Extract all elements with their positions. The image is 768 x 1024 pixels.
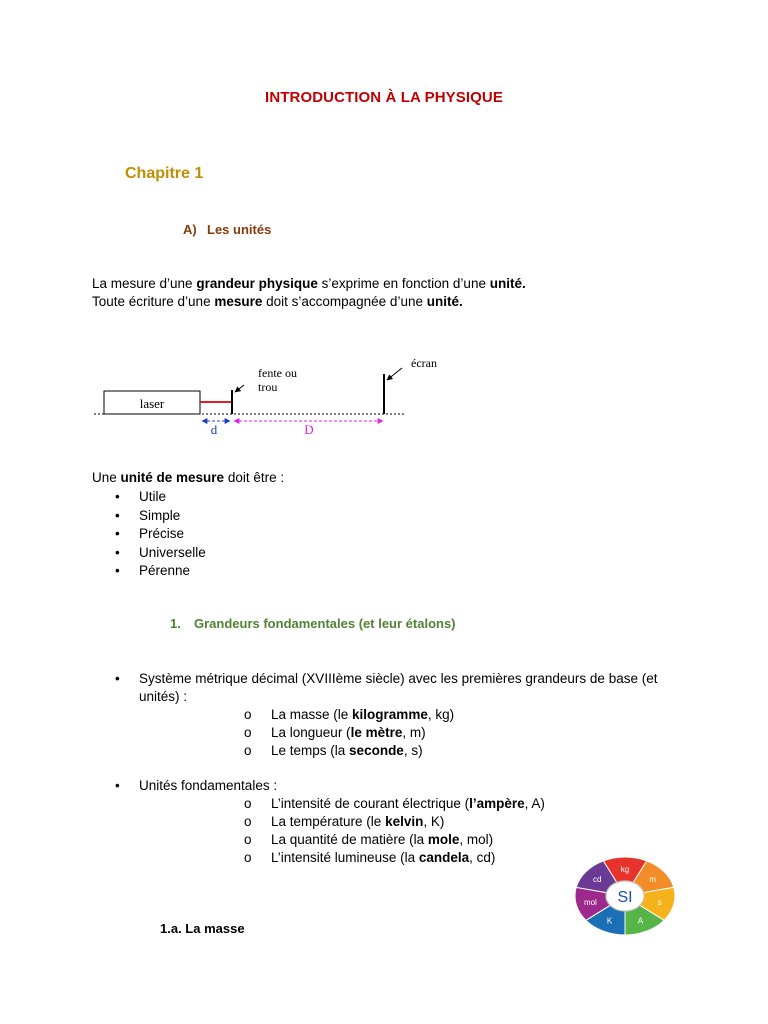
list-item [92,562,206,581]
text-run: , K) [423,814,445,829]
text-run: La quantité de matière (la [271,832,428,847]
si-logo [572,855,678,937]
bold-text: kilogramme [352,707,428,722]
text-run: La température (le [271,814,386,829]
circle-bullet: o [244,743,252,758]
metric-bullet-dot: • [115,671,120,686]
list-item [92,507,206,526]
circle-bullet: o [244,814,252,829]
text-run: Le temps (la [271,743,350,758]
section-1a-heading: 1.a. La masse [160,921,245,936]
intro-line [92,293,526,311]
bold-text: unité. [489,276,526,291]
list-item-text [271,796,545,811]
list-item-text: Utile [139,489,167,504]
list-item-text: Universelle [139,544,206,560]
list-item-text: Précise [139,526,185,542]
slit-pointer [235,385,244,392]
metric-sublist [244,706,454,760]
bold-text: unité. [426,294,463,309]
text-run: , s) [403,743,423,758]
text-run: s’exprime en fonction d’une [317,276,490,291]
chapter-heading: Chapitre 1 [125,165,204,182]
unit-qualities-list [92,488,206,581]
si-segment-label: A [637,916,644,926]
intro-paragraph [92,275,526,311]
list-item-text: Pérenne [139,563,191,579]
text-run: La longueur ( [271,725,351,740]
list-item-text [271,743,423,758]
list-item-text [271,814,444,829]
si-segment-label: mol [583,898,597,908]
text-run: doit être : [224,470,285,485]
bold-text: l’ampère [469,796,525,811]
bold-text: mole [427,832,460,847]
text-run: L’intensité de courant électrique ( [271,796,470,811]
list-item-text [271,850,495,865]
circle-bullet: o [244,725,252,740]
document-title: INTRODUCTION À LA PHYSIQUE [265,89,503,106]
si-segment-label: m [649,875,657,885]
text-run: doit s’accompagnée d’une [262,294,427,309]
list-item-text [271,832,493,847]
metric-bullet-text [139,670,699,706]
laser-label: laser [139,396,165,411]
bold-text: grandeur physique [196,276,318,291]
si-logo-text: SI [617,889,633,906]
metric-line-2: unités) : [139,689,188,704]
bullet-dot: • [115,507,120,523]
text-run: , kg) [427,707,455,722]
text-run: Toute écriture d’une [92,294,215,309]
distance-d-label: d [210,422,218,437]
metric-line-1: Système métrique décimal (XVIIIème siècle) avec les premières grandeurs de base (et [139,671,658,686]
text-run: , A) [524,796,545,811]
bullet-dot: • [115,563,120,579]
list-item [244,742,454,760]
screen-label: écran [411,356,437,370]
unit-intro [92,469,284,487]
list-item [92,544,206,563]
bullet-dot: • [115,526,120,542]
section-1-heading [170,616,456,631]
list-item-text [271,725,426,740]
si-segment-label: K [606,916,613,926]
slit-label-2: trou [258,380,278,394]
bold-text: unité de mesure [120,470,225,485]
list-item [244,831,545,849]
bold-text: candela [418,850,470,865]
section-1-title: Grandeurs fondamentales (et leur étalons) [194,616,456,631]
text-run: , m) [402,725,426,740]
si-segment-label: cd [593,875,602,885]
intro-line [92,275,526,293]
text-run: , mol) [459,832,494,847]
list-item [244,849,545,867]
bold-text: seconde [349,743,404,758]
laser-slit-diagram [94,350,454,440]
screen-pointer [387,368,402,380]
bold-text: le mètre [350,725,403,740]
section-a-heading [183,222,271,237]
bold-text: kelvin [385,814,424,829]
list-item-text: Simple [139,507,181,523]
text-run: La masse (le [271,707,353,722]
text-run: La mesure d’une [92,276,197,291]
section-1-number: 1. [170,616,181,631]
circle-bullet: o [244,707,252,722]
list-item [244,724,454,742]
list-item [244,706,454,724]
bullet-dot: • [115,544,120,560]
fundamental-bullet-dot: • [115,778,120,793]
section-a-number: A) [183,222,197,237]
circle-bullet: o [244,796,252,811]
text-run: , cd) [469,850,496,865]
bold-text: mesure [214,294,263,309]
distance-D-label: D [304,422,314,437]
list-item [92,488,206,507]
section-a-title: Les unités [207,222,272,237]
fundamental-sublist [244,795,545,867]
circle-bullet: o [244,832,252,847]
si-segment-label: kg [620,865,630,874]
si-segment-label: s [657,898,662,908]
text-run: L’intensité lumineuse (la [271,850,419,865]
bullet-dot: • [115,489,120,504]
list-item [244,813,545,831]
fundamental-bullet-text: Unités fondamentales : [139,778,278,793]
list-item [244,795,545,813]
list-item-text [271,707,454,722]
list-item [92,525,206,544]
slit-label-1: fente ou [258,366,297,380]
circle-bullet: o [244,850,252,865]
text-run: Une [92,470,121,485]
